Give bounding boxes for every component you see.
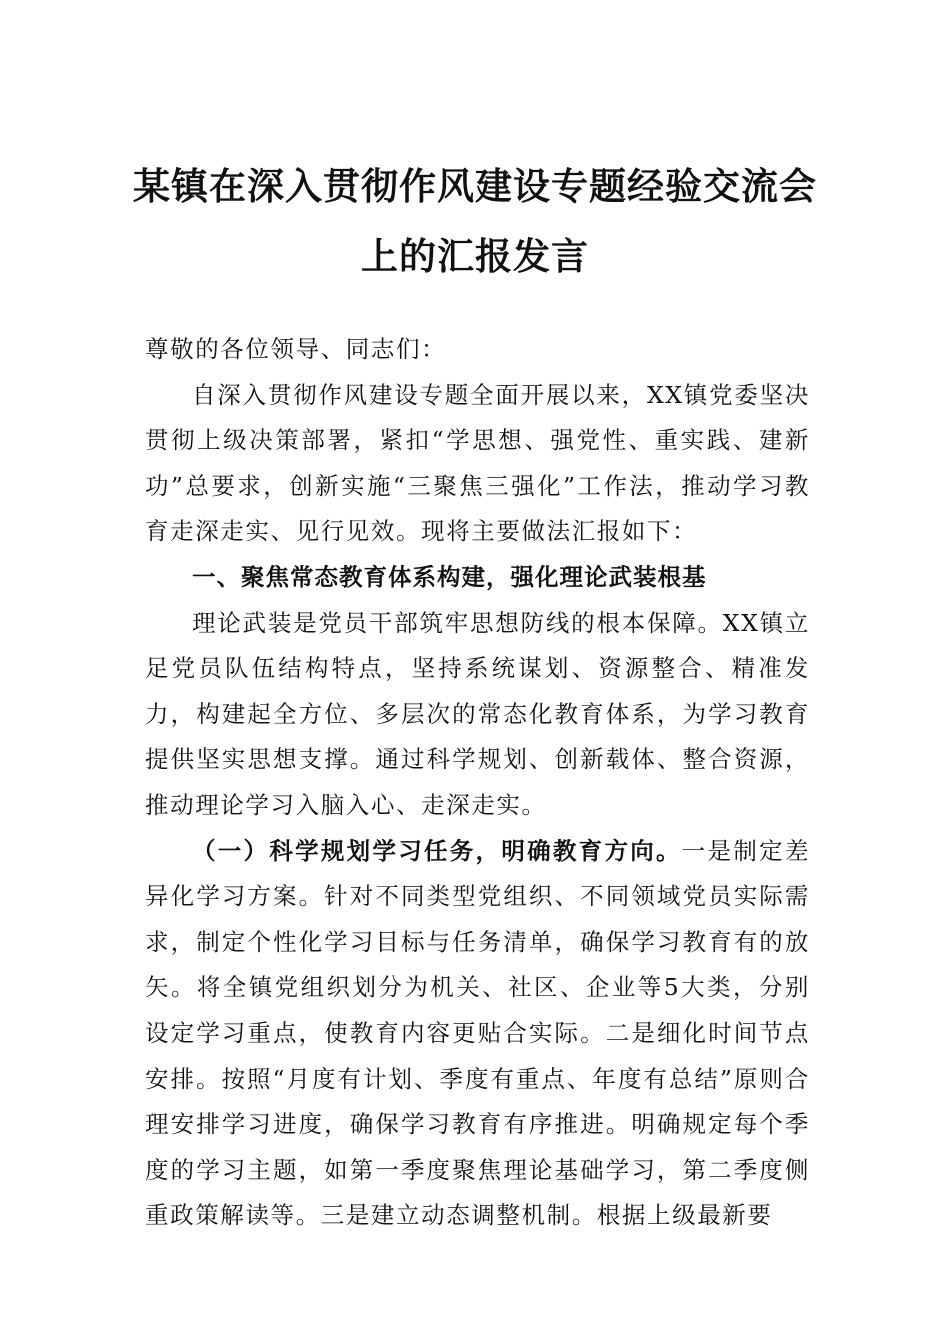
- document-title-line-1: 某镇在深入贯彻作风建设专题经验交流会: [133, 164, 817, 208]
- subsection-1-paragraph: [145, 829, 810, 1239]
- document-title-line-2: 上的汇报发言: [361, 234, 589, 278]
- section-1-heading: 一、聚焦常态教育体系构建，强化理论武装根基: [192, 562, 707, 591]
- document-body: [145, 327, 810, 1239]
- section-1-paragraph: 理论武装是党员干部筑牢思想防线的根本保障。XX镇立足党员队伍结构特点，坚持系统谋划、资源整合、精准发力，构建起全方位、多层次的常态化教育体系，为学习教育提供坚实思想支撑。通过科学规划、创新载体、整合资源，推动理论学习入脑入心、走深走实。: [145, 608, 810, 819]
- subsection-1-title: （一）科学规划学习任务，明确教育方向。: [192, 836, 682, 865]
- salutation: 尊敬的各位领导、同志们：: [145, 335, 447, 363]
- subsection-1-text: 一是制定差异化学习方案。针对不同类型党组织、不同领域党员实际需求，制定个性化学习目标与任务清单，确保学习教育有的放矢。将全镇党组织划分为机关、社区、企业等5大类，分别设定学习重点，使教育内容更贴合实际。二是细化时间节点安排。按照“月度有计划、季度有重点、年度有总结”原则合理安排学习进度，确保学习教育有序推进。明确规定每个季度的学习主题，如第一季度聚焦理论基础学习，第二季度侧重政策解读等。三是建立动态调整机制。根据上级最新要: [145, 836, 810, 1230]
- intro-paragraph: 自深入贯彻作风建设专题全面开展以来，XX镇党委坚决贯彻上级决策部署，紧扣“学思想、强党性、重实践、建新功”总要求，创新实施“三聚焦三强化”工作法，推动学习教育走深走实、见行见效。现将主要做法汇报如下：: [145, 380, 810, 546]
